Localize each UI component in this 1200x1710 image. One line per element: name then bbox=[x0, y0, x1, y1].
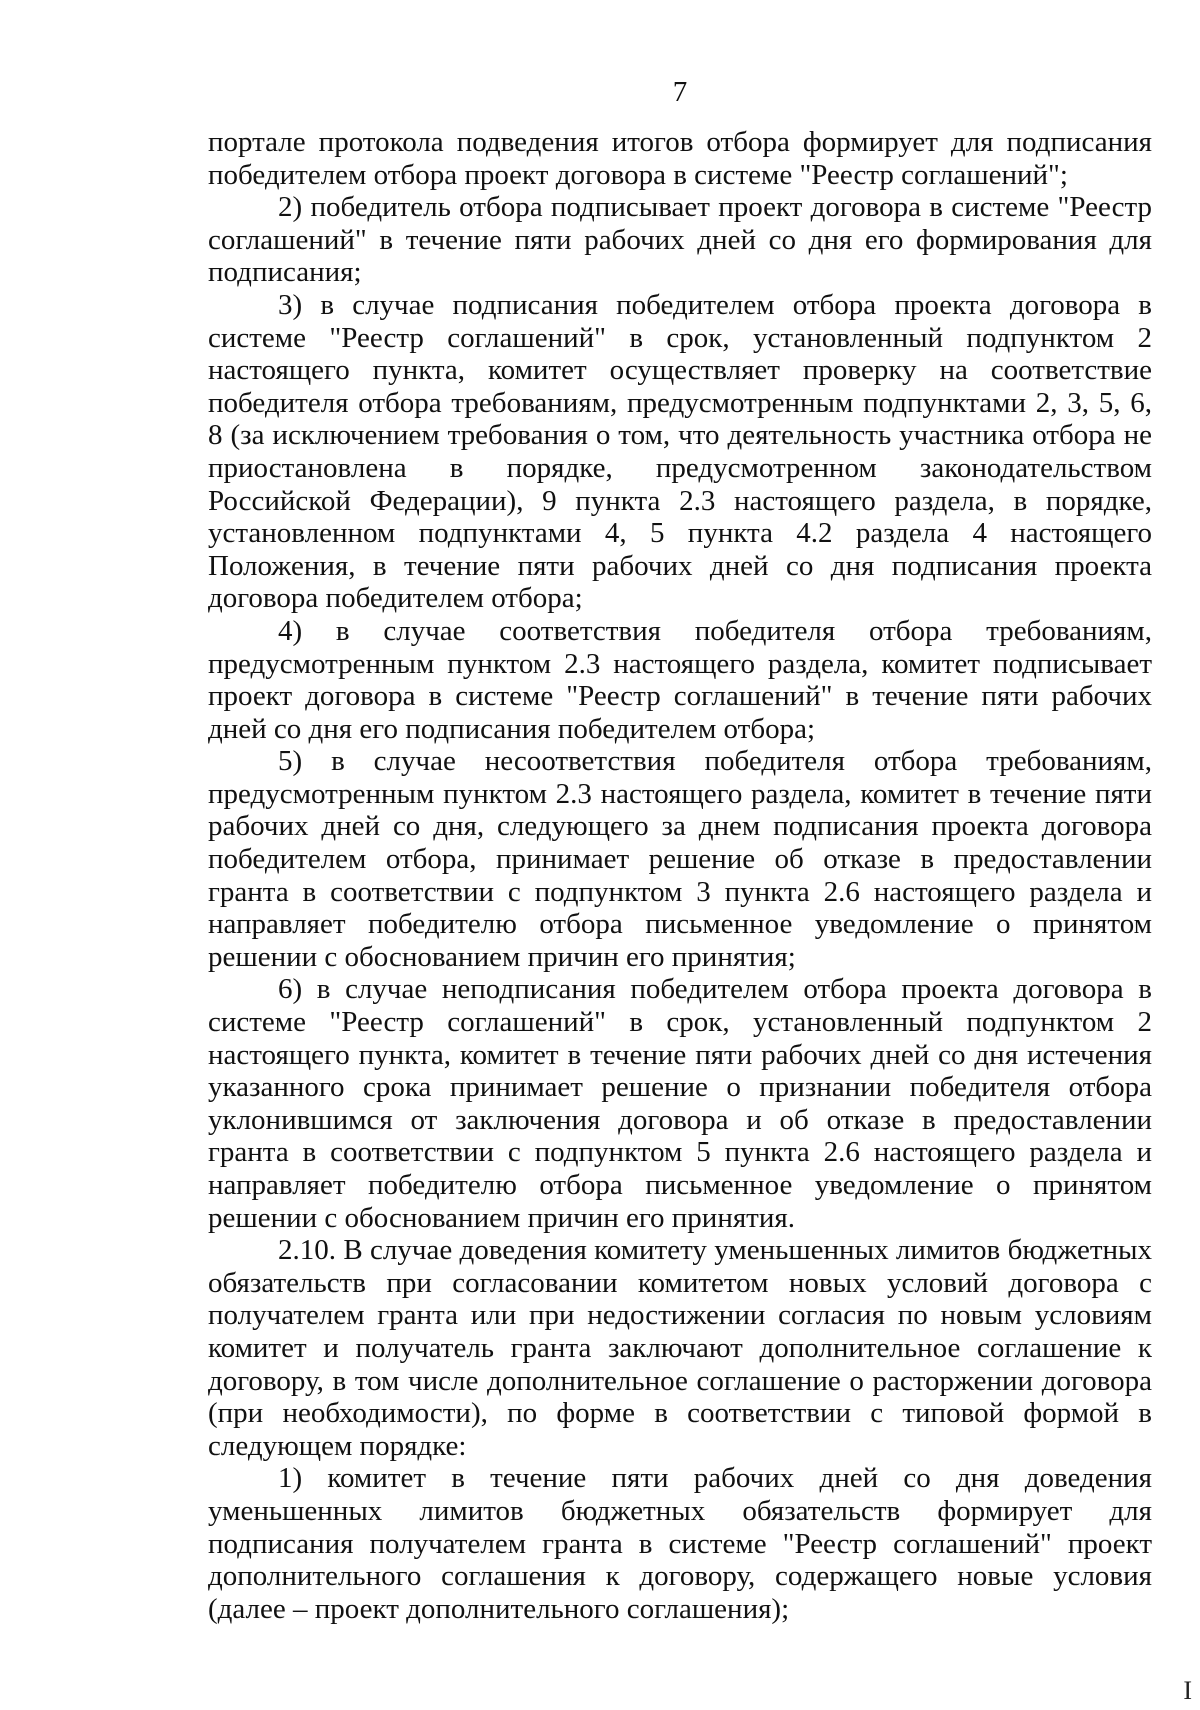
document-body bbox=[208, 126, 1152, 1625]
paragraph-subitem-1: 1) комитет в течение пяти рабочих дней со дня доведения уменьшенных лимитов бюджетных обязательств формирует для подписания получателем гранта в системе "Реестр соглашений" проект дополнительного соглашения к договору, содержащего новые условия (далее – проект дополнительного соглашения); bbox=[208, 1462, 1152, 1625]
paragraph-item-6: 6) в случае неподписания победителем отбора проекта договора в системе "Реестр соглашений" в срок, установленный подпунктом 2 настоящего пункта, комитет в течение пяти рабочих дней со дня истечения указанного срока принимает решение о признании победителя отбора уклонившимся от заключения договора и об отказе в предоставлении гранта в соответствии с подпунктом 5 пункта 2.6 настоящего раздела и направляет победителю отбора письменное уведомление о принятом решении с обоснованием причин его принятия. bbox=[208, 973, 1152, 1234]
paragraph-continuation: портале протокола подведения итогов отбора формирует для подписания победителем отбора проект договора в системе "Реестр соглашений"; bbox=[208, 126, 1152, 191]
page-number: 7 bbox=[672, 76, 688, 108]
margin-mark: I bbox=[1183, 1676, 1192, 1705]
paragraph-item-4: 4) в случае соответствия победителя отбора требованиям, предусмотренным пунктом 2.3 настоящего раздела, комитет подписывает проект договора в системе "Реестр соглашений" в течение пяти рабочих дней со дня его подписания победителем отбора; bbox=[208, 614, 1152, 745]
paragraph-section-2-10: 2.10. В случае доведения комитету уменьшенных лимитов бюджетных обязательств при согласовании комитетом новых условий договора с получателем гранта или при недостижении согласия по новым условиям комитет и получатель гранта заключают дополнительное соглашение к договору, в том числе дополнительное соглашение о расторжении договора (при необходимости), по форме в соответствии с типовой формой в следующем порядке: bbox=[208, 1234, 1152, 1462]
paragraph-item-2: 2) победитель отбора подписывает проект договора в системе "Реестр соглашений" в течение пяти рабочих дней со дня его формирования для подписания; bbox=[208, 191, 1152, 289]
paragraph-item-3: 3) в случае подписания победителем отбора проекта договора в системе "Реестр соглашений" в срок, установленный подпунктом 2 настоящего пункта, комитет осуществляет проверку на соответствие победителя отбора требованиям, предусмотренным подпунктами 2, 3, 5, 6, 8 (за исключением требования о том, что деятельность участника отбора не приостановлена в порядке, предусмотренном законодательством Российской Федерации), 9 пункта 2.3 настоящего раздела, в порядке, установленном подпунктами 4, 5 пункта 4.2 раздела 4 настоящего Положения, в течение пяти рабочих дней со дня подписания проекта договора победителем отбора; bbox=[208, 288, 1152, 615]
paragraph-item-5: 5) в случае несоответствия победителя отбора требованиям, предусмотренным пунктом 2.3 настоящего раздела, комитет в течение пяти рабочих дней со дня, следующего за днем подписания проекта договора победителем отбора, принимает решение об отказе в предоставлении гранта в соответствии с подпунктом 3 пункта 2.6 настоящего раздела и направляет победителю отбора письменное уведомление о принятом решении с обоснованием причин его принятия; bbox=[208, 745, 1152, 973]
